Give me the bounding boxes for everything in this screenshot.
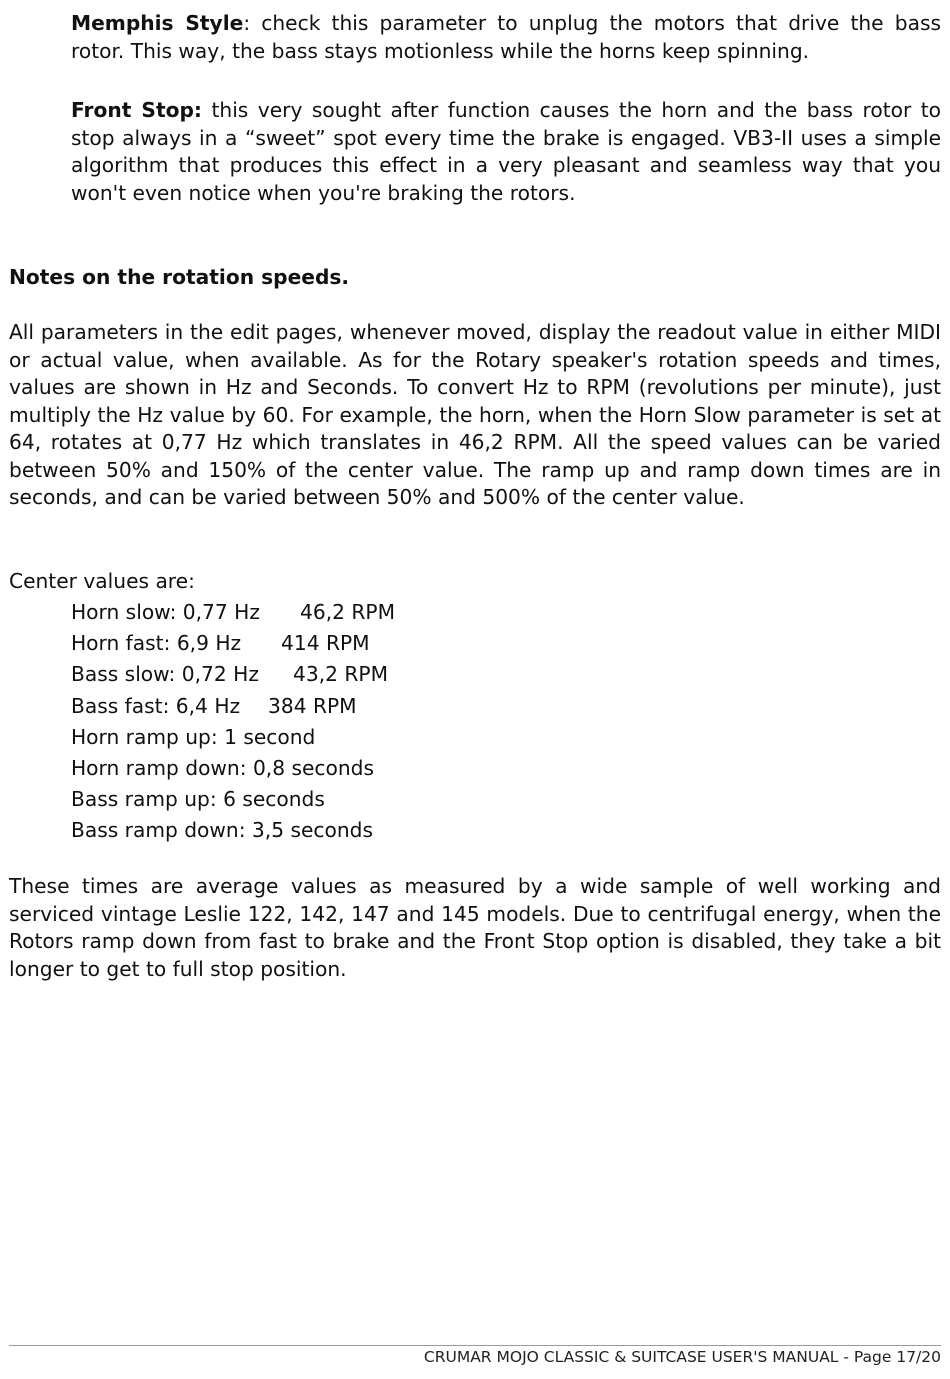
front-stop-paragraph <box>9 97 941 207</box>
center-value-rpm: 384 RPM <box>268 693 357 718</box>
center-value-item <box>71 784 395 815</box>
footer-divider <box>9 1345 941 1346</box>
center-value-label: Bass fast: 6,4 Hz <box>71 693 241 718</box>
front-stop-description: this very sought after function causes the horn and the bass rotor to stop always in a “sweet” spot every time the brake is engaged. VB3-II uses a simple algorithm that produces this effect in a very pleasant and seamless way that you won't even notice when you're braking the rotors. <box>71 98 941 205</box>
center-value-label: Bass ramp down: 3,5 seconds <box>71 818 373 843</box>
center-value-label: Bass slow: 0,72 Hz <box>71 662 259 687</box>
center-value-item <box>71 753 395 784</box>
center-value-label: Bass ramp up: 6 seconds <box>71 787 325 812</box>
rotation-speeds-paragraph: All parameters in the edit pages, whenever moved, display the readout value in either MIDI or actual value, when available. As for the Rotary speaker's rotation speeds and times, values are shown in Hz and Seconds. To convert Hz to RPM (revolutions per minute), just multiply the Hz value by 60. For example, the horn, when the Horn Slow parameter is set at 64, rotates at 0,77 Hz which translates in 46,2 RPM. All the speed values can be varied between 50% and 150% of the center value. The ramp up and ramp down times are in seconds, and can be varied between 50% and 500% of the center value. <box>9 320 941 509</box>
center-value-item <box>71 815 395 846</box>
center-value-label: Horn slow: 0,77 Hz <box>71 600 260 624</box>
front-stop-term: Front Stop: <box>71 98 203 122</box>
center-values-list <box>71 597 395 847</box>
memphis-style-term: Memphis Style <box>71 11 244 35</box>
memphis-style-description: : check this parameter to unplug the motors that drive the bass rotor. This way, the bass stays motionless while the horns keep spinning. <box>71 11 941 63</box>
page-footer: CRUMAR MOJO CLASSIC & SUITCASE USER'S MANUAL - Page 17/20 <box>423 1348 941 1366</box>
closing-paragraph: These times are average values as measured by a wide sample of well working and serviced vintage Leslie 122, 142, 147 and 145 models. Due to centrifugal energy, when the Rotors ramp down from fast to brake and the Front Stop option is disabled, they take a bit longer to get to full stop position. <box>9 874 941 981</box>
center-value-item <box>71 597 395 628</box>
center-value-item <box>71 628 395 659</box>
center-value-item <box>71 691 395 722</box>
section-heading: Notes on the rotation speeds. <box>9 265 350 289</box>
center-value-item <box>71 722 395 753</box>
center-value-label: Horn fast: 6,9 Hz <box>71 631 242 656</box>
manual-page <box>9 0 941 1379</box>
center-value-label: Horn ramp down: 0,8 seconds <box>71 755 374 780</box>
memphis-style-paragraph <box>9 10 941 65</box>
center-value-item <box>71 659 395 690</box>
center-value-rpm: 43,2 RPM <box>293 662 388 687</box>
center-value-rpm: 46,2 RPM <box>300 600 395 624</box>
center-value-label: Horn ramp up: 1 second <box>71 724 316 749</box>
center-values-intro: Center values are: <box>9 569 195 593</box>
center-value-rpm: 414 RPM <box>281 631 370 656</box>
